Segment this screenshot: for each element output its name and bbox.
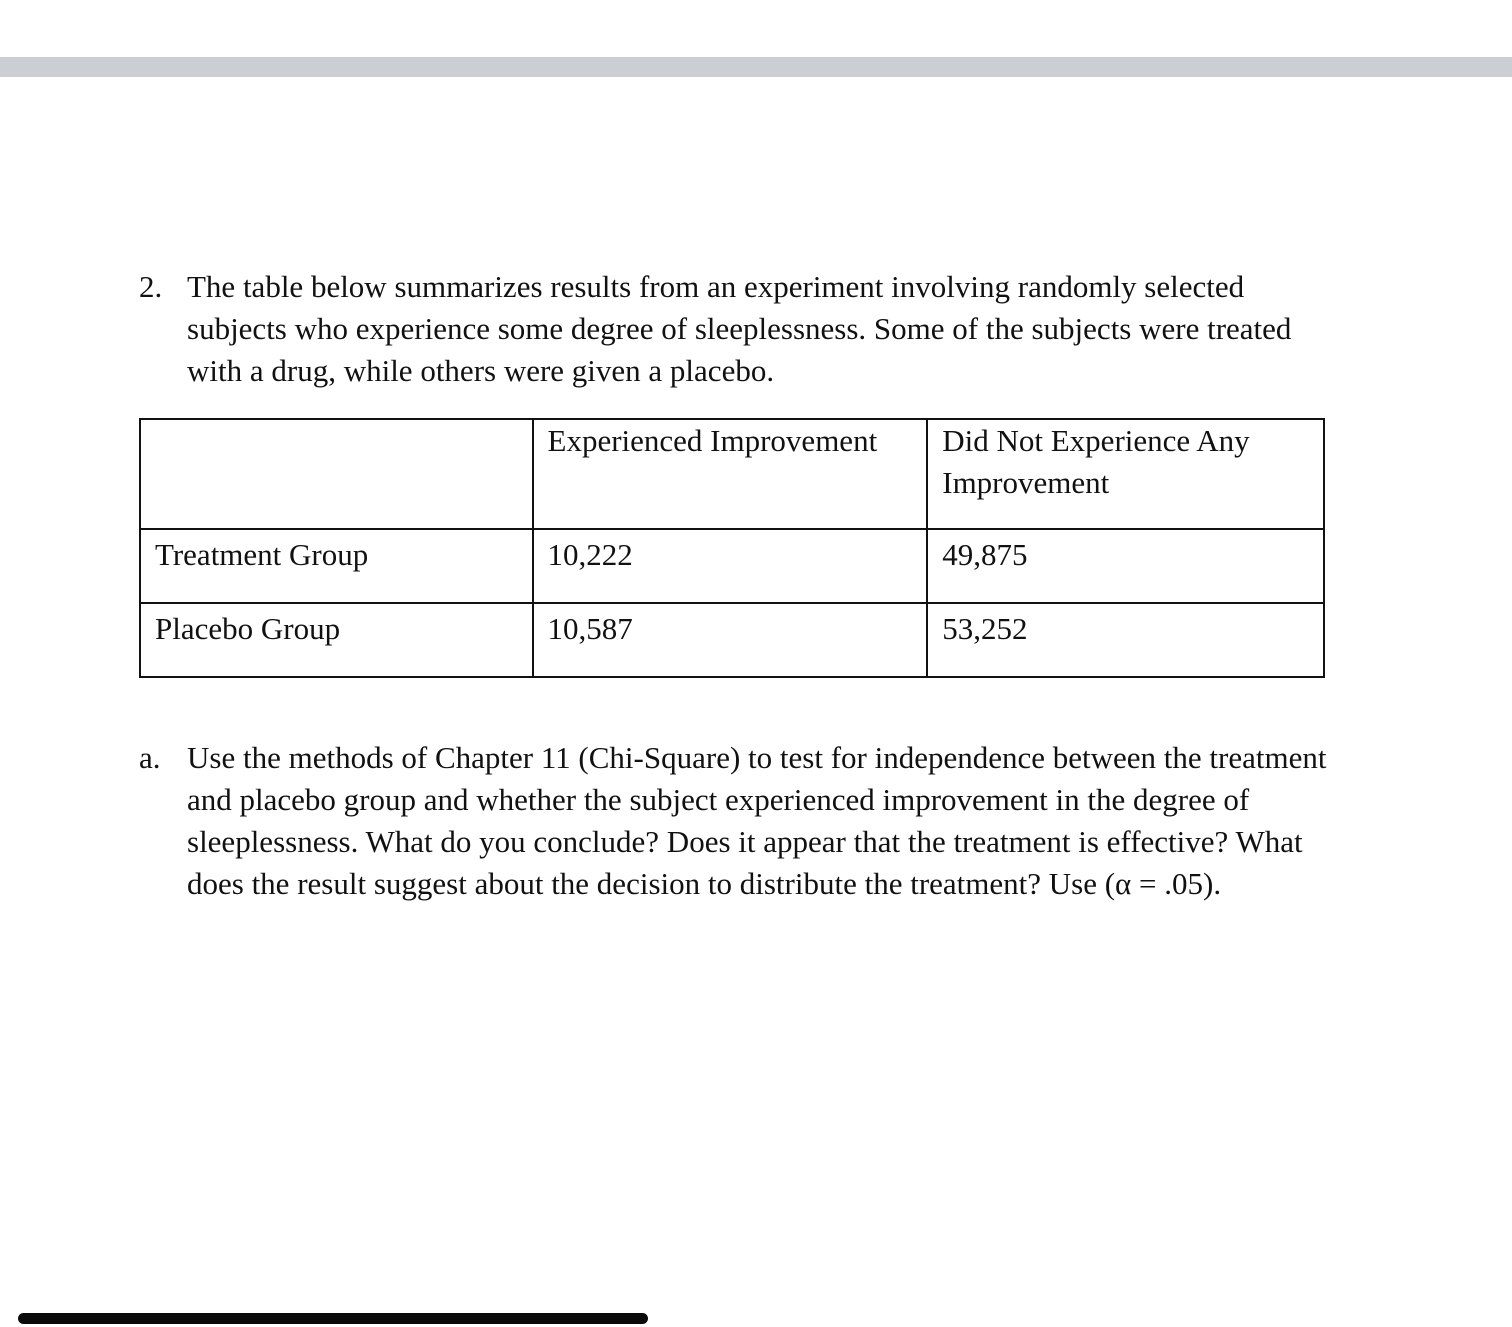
table-row: [140, 603, 1324, 677]
home-indicator[interactable]: [18, 1313, 648, 1324]
header-experienced-improvement: Experienced Improvement: [533, 419, 928, 529]
part-a-label: a.: [139, 740, 161, 775]
question-number: 2.: [139, 269, 163, 304]
header-did-not-experience-improvement: Did Not Experience Any Improvement: [927, 419, 1324, 529]
question-text: The table below summarizes results from an experiment involving randomly selected subjects who experience some degree of sleeplessness. Some of the subjects were treated with a drug, while others were given a placebo.: [187, 269, 1292, 388]
table-row: [140, 529, 1324, 603]
cell-improved: 10,222: [533, 529, 928, 603]
cell-improved: 10,587: [533, 603, 928, 677]
results-table: [139, 418, 1325, 678]
top-bar: [0, 57, 1512, 77]
part-a-text: Use the methods of Chapter 11 (Chi-Square) to test for independence between the treatment and placebo group and whether the subject experienced improvement in the degree of sleeplessness. What do you conclude? Does it appear that the treatment is effective? What does the result suggest about the decision to distribute the treatment? Use (α = .05).: [187, 740, 1327, 901]
row-label: Treatment Group: [140, 529, 533, 603]
header-empty-cell: [140, 419, 533, 529]
cell-not-improved: 53,252: [927, 603, 1324, 677]
part-a: [139, 737, 1339, 905]
row-label: Placebo Group: [140, 603, 533, 677]
cell-not-improved: 49,875: [927, 529, 1324, 603]
table-header-row: [140, 419, 1324, 529]
question-2: [139, 266, 1339, 392]
